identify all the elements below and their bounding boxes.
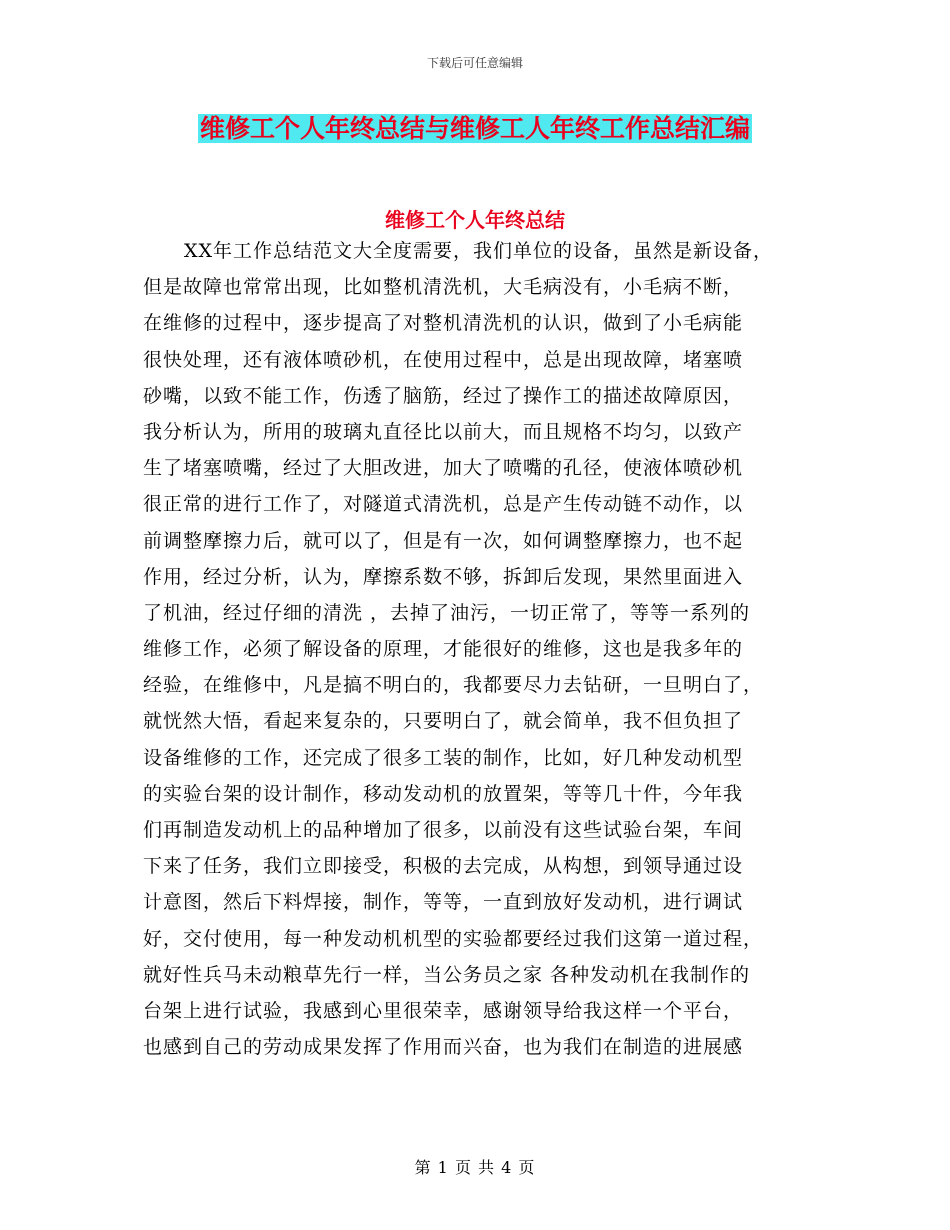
paragraph-line: 的实验台架的设计制作，移动发动机的放置架，等等几十件，今年我: [143, 782, 744, 805]
paragraph-line: 就好性兵马未动粮草先行一样，当公务员之家 各种发动机在我制作的: [143, 963, 751, 986]
paragraph-line: 设备维修的工作，还完成了很多工装的制作，比如，好几种发动机型: [143, 746, 744, 769]
paragraph-line: 台架上进行试验，我感到心里很荣幸，感谢领导给我这样一个平台，: [143, 999, 744, 1022]
paragraph-line: 就恍然大悟，看起来复杂的，只要明白了，就会简单，我不但负担了: [143, 710, 744, 733]
page-number-indicator: 第 1 页 共 4 页: [414, 1158, 536, 1177]
paragraph-line: 前调整摩擦力后，就可以了，但是有一次，如何调整摩擦力，也不起: [143, 529, 744, 552]
body-paragraph: [143, 233, 813, 1065]
paragraph-line: 很正常的进行工作了，对隧道式清洗机，总是产生传动链不动作，以: [143, 493, 744, 516]
paragraph-line: XX年工作总结范文大全度需要，我们单位的设备，虽然是新设备，: [184, 240, 774, 262]
paragraph-line: 计意图，然后下料焊接，制作，等等，一直到放好发动机，进行调试: [143, 891, 744, 914]
paragraph-line: 我分析认为，所用的玻璃丸直径比以前大，而且规格不均匀，以致产: [143, 420, 744, 443]
paragraph-line: 在维修的过程中，逐步提高了对整机清洗机的认识，做到了小毛病能: [143, 312, 744, 335]
page-header-note: 下载后可任意编辑: [426, 56, 523, 70]
paragraph-line: 也感到自己的劳动成果发挥了作用而兴奋，也为我们在制造的进展感: [143, 1036, 744, 1059]
paragraph-line: 好，交付使用，每一种发动机机型的实验都要经过我们这第一道过程，: [143, 927, 764, 950]
paragraph-line: 们再制造发动机上的品种增加了很多，以前没有这些试验台架，车间: [143, 819, 744, 841]
paragraph-line: 生了堵塞喷嘴，经过了大胆改进，加大了喷嘴的孔径，使液体喷砂机: [143, 457, 744, 480]
paragraph-line: 很快处理，还有液体喷砂机，在使用过程中，总是出现故障，堵塞喷: [143, 348, 744, 371]
paragraph-line: 砂嘴，以致不能工作，伤透了脑筋，经过了操作工的描述故障原因，: [143, 384, 744, 407]
section-title: 维修工个人年终总结: [385, 208, 565, 232]
paragraph-line: 但是故障也常常出现，比如整机清洗机，大毛病没有，小毛病不断，: [143, 276, 744, 299]
paragraph-line: 作用，经过分析，认为，摩擦系数不够，拆卸后发现，果然里面进入: [143, 565, 744, 588]
paragraph-line: 经验，在维修中，凡是搞不明白的，我都要尽力去钻研，一旦明白了，: [143, 674, 764, 697]
paragraph-line: 维修工作，必须了解设备的原理，才能很好的维修，这也是我多年的: [143, 638, 744, 661]
document-title: [0, 112, 950, 146]
document-title-text: 维修工个人年终总结与维修工人年终工作总结汇编: [199, 114, 750, 143]
paragraph-line: 下来了任务，我们立即接受，积极的去完成，从构想，到领导通过设: [143, 855, 744, 878]
paragraph-line: 了机油，经过仔细的清洗 ，去掉了油污，一切正常了，等等一系列的: [143, 601, 751, 624]
